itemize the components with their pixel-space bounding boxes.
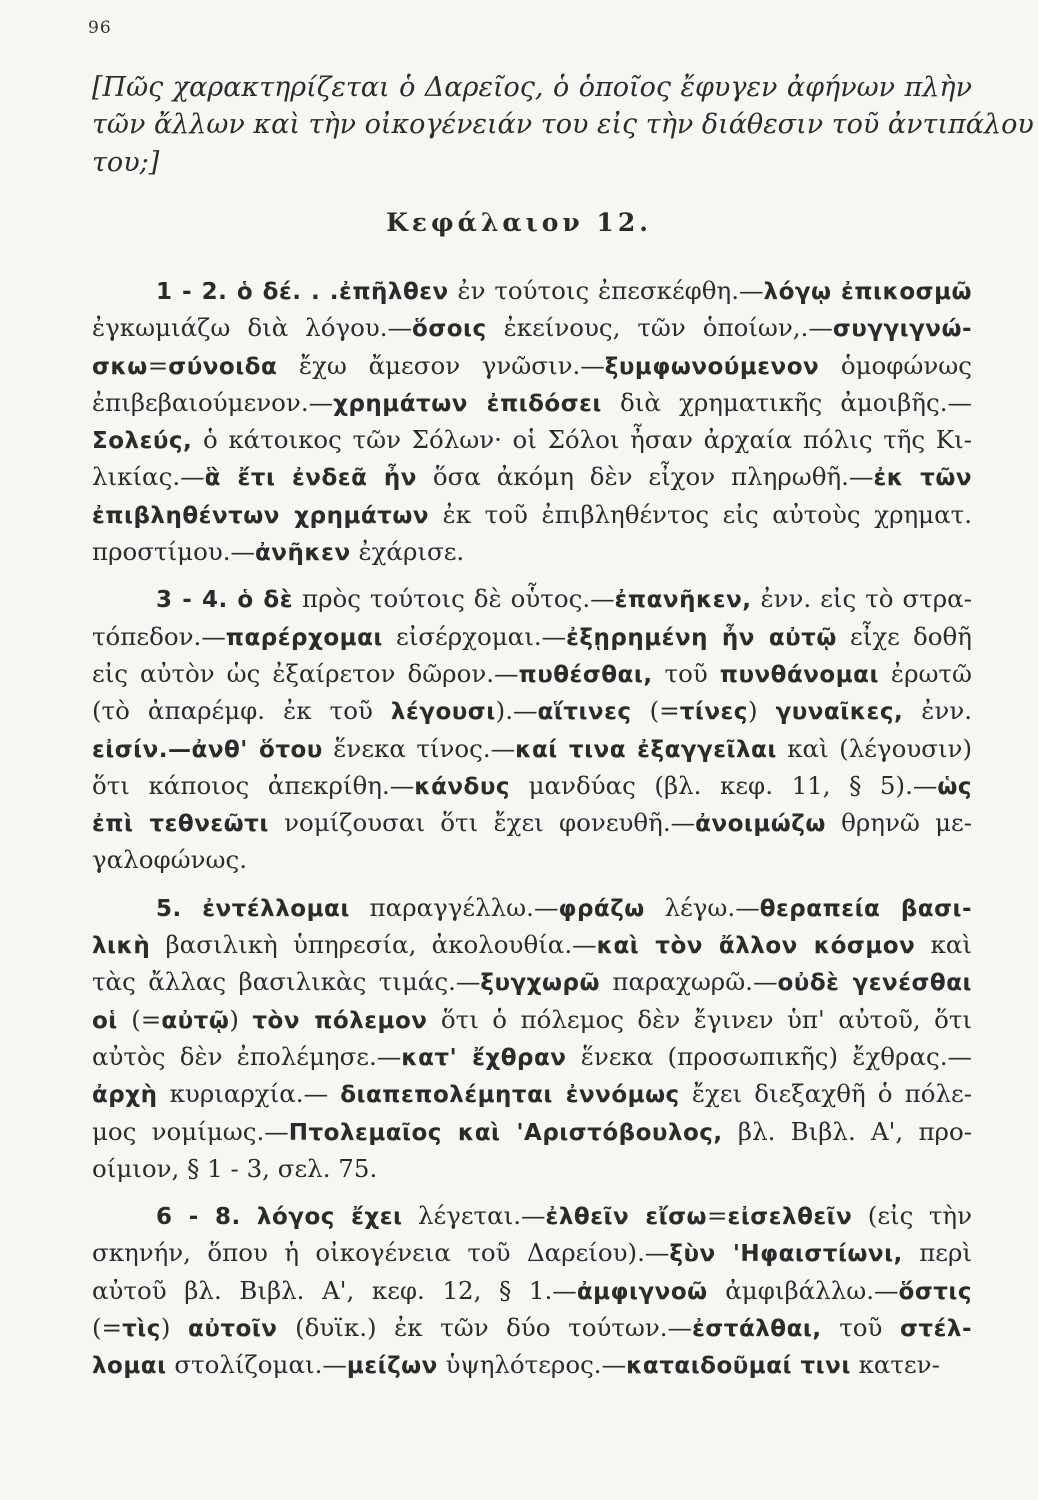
gloss-text: ἀμφιβάλλω.— [707, 1275, 899, 1305]
commentary-line [92, 1346, 972, 1383]
gloss-text: θρηνῶ με- [825, 808, 972, 838]
chapter-question [92, 68, 1034, 180]
lemma-text: αἵτινες [537, 699, 632, 726]
commentary-line [92, 804, 972, 841]
lemma-text: εἰσελθεῖν [727, 1204, 853, 1231]
gloss-text: εἶχε δοθῆ [836, 621, 972, 651]
lemma-text: λικὴ [92, 933, 151, 960]
gloss-text: λέγεται.— [402, 1201, 546, 1231]
lemma-text: ἀνοιμώζω [695, 811, 826, 838]
gloss-text: ὅτι ὁ πόλεμος δὲν ἔγινεν ὑπ' αὐτοῦ, ὅτι [427, 1004, 973, 1034]
gloss-text: = [147, 350, 169, 380]
lemma-text: οὐδὲ γενέσθαι [777, 970, 972, 997]
gloss-text: ὑψηλότερος.— [437, 1350, 627, 1380]
gloss-text: ἔχω ἄμεσον γνῶσιν.— [277, 350, 605, 380]
gloss-text: ).— [495, 696, 538, 726]
gloss-text: γαλοφώνως. [92, 845, 247, 875]
gloss-text: ὁμοφώνως [819, 350, 973, 380]
gloss-text: τὰς ἄλλας βασιλικὰς τιμάς.— [92, 967, 481, 997]
gloss-text: εἰς αὐτὸν ὡς ἐξαίρετον δῶρον.— [92, 658, 519, 688]
lemma-text: ξυμφωνούμενον [604, 353, 820, 380]
gloss-text: τοῦ [821, 1313, 900, 1343]
lemma-text: φράζω [558, 895, 645, 922]
lemma-text: συγγιγνώ- [832, 316, 972, 343]
gloss-text: (εἰς τὴν [852, 1201, 972, 1231]
gloss-text: παραγγέλλω.— [349, 892, 559, 922]
lemma-text: αὐτοῖν [188, 1316, 278, 1343]
lemma-text: πυνθάνομαι [719, 661, 879, 688]
lemma-text: 3 - 4. ὁ δὲ [156, 587, 294, 614]
lemma-text: πυθέσθαι, [518, 661, 653, 688]
lemma-text: ἐπανῆκεν, [614, 587, 752, 614]
commentary-paragraph [92, 889, 972, 1187]
gloss-text: = [707, 1201, 728, 1231]
lemma-text: ἐξῃρημένη ἦν αὐτῷ [566, 624, 837, 651]
commentary-line [92, 730, 972, 767]
lemma-text: ἐλθεῖν εἴσω [545, 1204, 707, 1231]
gloss-text: λέγω.— [644, 892, 760, 922]
gloss-text: προστίμου.— [92, 537, 255, 567]
lemma-text: θεραπεία βασι- [759, 895, 973, 922]
commentary-line [92, 421, 972, 458]
gloss-text: τοῦ [652, 658, 720, 688]
lemma-text: λέγουσι [390, 699, 496, 726]
commentary-paragraph [92, 272, 972, 570]
lemma-text: εἰσίν.—ἀνθ' ὅτου [92, 736, 323, 763]
lemma-text: ἃ ἔτι ἐνδεᾶ ἦν [204, 465, 417, 492]
gloss-text: ἕνεκα τίνος.— [322, 733, 516, 763]
gloss-text: (δυϊκ.) ἐκ τῶν δύο τούτων.— [277, 1313, 693, 1343]
commentary-line [92, 1197, 972, 1234]
gloss-text: ὅτι κάποιος ἀπεκρίθη.— [92, 770, 415, 800]
lemma-text: 6 - 8. λόγος ἔχει [156, 1204, 403, 1231]
lemma-text: ὅσοις [412, 316, 487, 343]
lemma-text: σύνοιδα [168, 353, 278, 380]
lemma-text: 1 - 2. ὁ δέ. . .ἐπῆλθεν [156, 279, 449, 305]
lemma-text: καί τινα ἐξαγγεῖλαι [515, 736, 777, 763]
gloss-text: βλ. Βιβλ. Α', προ- [722, 1116, 972, 1146]
gloss-text: περὶ [902, 1238, 973, 1268]
commentary-line [92, 533, 972, 570]
commentary-line [92, 963, 972, 1000]
lemma-text: σκω [92, 353, 148, 380]
lemma-text: κατ' ἔχθραν [401, 1044, 567, 1071]
gloss-text: ἐνν. εἰς τὸ στρα- [751, 584, 972, 614]
gloss-text: ) [229, 1004, 253, 1034]
gloss-text: κατεν- [850, 1350, 940, 1380]
lemma-text: στέλ- [900, 1316, 972, 1343]
gloss-text: πρὸς τούτοις δὲ οὗτος.— [293, 584, 615, 614]
commentary-line [92, 1075, 972, 1112]
commentary-line [92, 580, 972, 617]
lemma-text: ἐπιβληθέντων χρημάτων [92, 502, 430, 529]
gloss-text: ἐκ τοῦ ἐπιβληθέντος εἰς αὐτοὺς χρηματ. [429, 499, 972, 529]
lemma-text: ἐπὶ τεθνεῶτι [92, 811, 269, 838]
gloss-text: ὅσα ἀκόμη δὲν εἶχον πληρωθῆ.— [416, 462, 874, 492]
gloss-text: (= [631, 696, 680, 726]
commentary-line [92, 841, 972, 878]
gloss-text: ἐπιβεβαιούμενον.— [92, 387, 334, 417]
gloss-text: σκηνήν, ὅπου ἡ οἰκογένεια τοῦ Δαρείου).— [92, 1238, 670, 1268]
gloss-text: μανδύας (βλ. κεφ. 11, § 5).— [510, 770, 938, 800]
gloss-text: (= [92, 1313, 123, 1343]
lemma-text: παρέρχομαι [225, 624, 383, 651]
commentary-line [92, 655, 972, 692]
lemma-text: Σολεύς, [92, 428, 193, 455]
commentary-line [92, 767, 972, 804]
gloss-text: παραχωρῶ.— [599, 967, 778, 997]
gloss-text: βασιλικὴ ὑπηρεσία, ἀκολουθία.— [150, 930, 597, 960]
lemma-text: ἀμφιγνοῶ [576, 1278, 708, 1305]
commentary-line [92, 1113, 972, 1150]
commentary-line [92, 1150, 972, 1187]
commentary-line [92, 458, 972, 495]
gloss-text: ἐνν. [903, 696, 973, 726]
lemma-text: διαπεπολέμηται ἐννόμως [340, 1082, 680, 1109]
gloss-text: κυριαρχία.— [157, 1079, 341, 1109]
lemma-text: ὅστις [898, 1278, 973, 1305]
commentary-line [92, 926, 972, 963]
page-number: 96 [88, 18, 112, 38]
lemma-text: ἀρχὴ [92, 1082, 158, 1109]
lemma-text: τὶς [122, 1316, 161, 1343]
question-line: τῶν ἄλλων καὶ τὴν οἰκογένειάν του εἰς τὴν διάθεσιν τοῦ ἀντιπάλου [92, 109, 1034, 141]
lemma-text: κάνδυς [414, 773, 511, 800]
lemma-text: χρημάτων ἐπιδόσει [333, 390, 602, 417]
gloss-text: ἐρωτῶ [878, 658, 972, 688]
chapter-heading: Κεφάλαιον 12. [386, 208, 652, 237]
lemma-text: λόγῳ ἐπικοσμῶ [763, 279, 972, 305]
gloss-text: ἐν τούτοις ἐπεσκέφθη.— [448, 276, 764, 305]
lemma-text: λομαι [92, 1353, 167, 1380]
commentary-line [92, 1234, 972, 1271]
commentary-line [92, 1272, 972, 1309]
gloss-text: ἔχει διεξαχθῆ ὁ πόλε- [679, 1079, 972, 1109]
commentary-line [92, 272, 972, 309]
question-line: του;] [92, 146, 160, 178]
gloss-text: καὶ (λέγουσιν) [776, 733, 972, 763]
commentary-paragraph [92, 580, 972, 878]
commentary-line [92, 692, 972, 729]
gloss-text: ἐκείνους, τῶν ὁποίων,.— [486, 313, 833, 343]
commentary-line [92, 889, 972, 926]
gloss-text: (= [117, 1004, 162, 1034]
commentary-line [92, 347, 972, 384]
lemma-text: ἐκ τῶν [873, 465, 972, 492]
gloss-text: εἰσέρχομαι.— [382, 621, 567, 651]
gloss-text: αὐτὸς δὲν ἐπολέμησε.— [92, 1041, 402, 1071]
lemma-text: μείζων [346, 1353, 438, 1380]
commentary-line [92, 1038, 972, 1075]
lemma-text: ἀνῆκεν [255, 540, 351, 567]
gloss-text: αὐτοῦ βλ. Βιβλ. Α', κεφ. 12, § 1.— [92, 1275, 577, 1305]
lemma-text: ἐστάλθαι, [692, 1316, 822, 1343]
commentary-line [92, 496, 972, 533]
gloss-text: νομίζουσαι ὅτι ἔχει φονευθῆ.— [268, 808, 696, 838]
gloss-text: ἕνεκα (προσωπικῆς) ἔχθρας.— [566, 1041, 973, 1071]
lemma-text: γυναῖκες, [775, 699, 904, 726]
gloss-text: (τὸ ἀπαρέμφ. ἐκ τοῦ [92, 696, 391, 726]
lemma-text: ξυγχωρῶ [480, 970, 600, 997]
lemma-text: ξὺν 'Ηφαιστίωνι, [669, 1241, 903, 1268]
question-line: [Πῶς χαρακτηρίζεται ὁ Δαρεῖος, ὁ ὁποῖος ἔφυγεν ἀφήνων πλὴν [92, 72, 972, 103]
gloss-text: λικίας.— [92, 462, 205, 492]
gloss-text: μος νομίμως.— [92, 1116, 289, 1146]
commentary-body [92, 272, 972, 1394]
gloss-text: στολίζομαι.— [166, 1350, 347, 1380]
commentary-paragraph [92, 1197, 972, 1383]
lemma-text: αὐτῷ [161, 1007, 230, 1034]
lemma-text: τὸν πόλεμον [252, 1007, 428, 1034]
commentary-line [92, 618, 972, 655]
gloss-text: ἐγκωμιάζω διὰ λόγου.— [92, 313, 413, 343]
commentary-line [92, 384, 972, 421]
gloss-text: ὁ κάτοικος τῶν Σόλων· οἱ Σόλοι ἦσαν ἀρχαία πόλις τῆς Κι- [192, 425, 972, 455]
gloss-text: ) [747, 696, 776, 726]
gloss-text: καὶ [915, 930, 972, 960]
commentary-line [92, 309, 972, 346]
gloss-text: τόπεδον.— [92, 621, 226, 651]
lemma-text: 5. ἐντέλλομαι [156, 895, 350, 922]
gloss-text: διὰ χρηματικῆς ἀμοιβῆς.— [601, 387, 972, 417]
lemma-text: οἱ [92, 1007, 118, 1034]
lemma-text: τίνες [679, 699, 748, 726]
lemma-text: Πτολεμαῖος καὶ 'Αριστόβουλος, [288, 1119, 723, 1146]
gloss-text: ) [160, 1313, 189, 1343]
commentary-line [92, 1309, 972, 1346]
lemma-text: καταιδοῦμαί τινι [626, 1353, 851, 1380]
commentary-line [92, 1001, 972, 1038]
lemma-text: καὶ τὸν ἄλλον κόσμον [596, 933, 916, 960]
gloss-text: ἐχάρισε. [350, 537, 465, 567]
lemma-text: ὡς [937, 773, 972, 800]
gloss-text: οίμιον, § 1 - 3, σελ. 75. [92, 1153, 378, 1183]
